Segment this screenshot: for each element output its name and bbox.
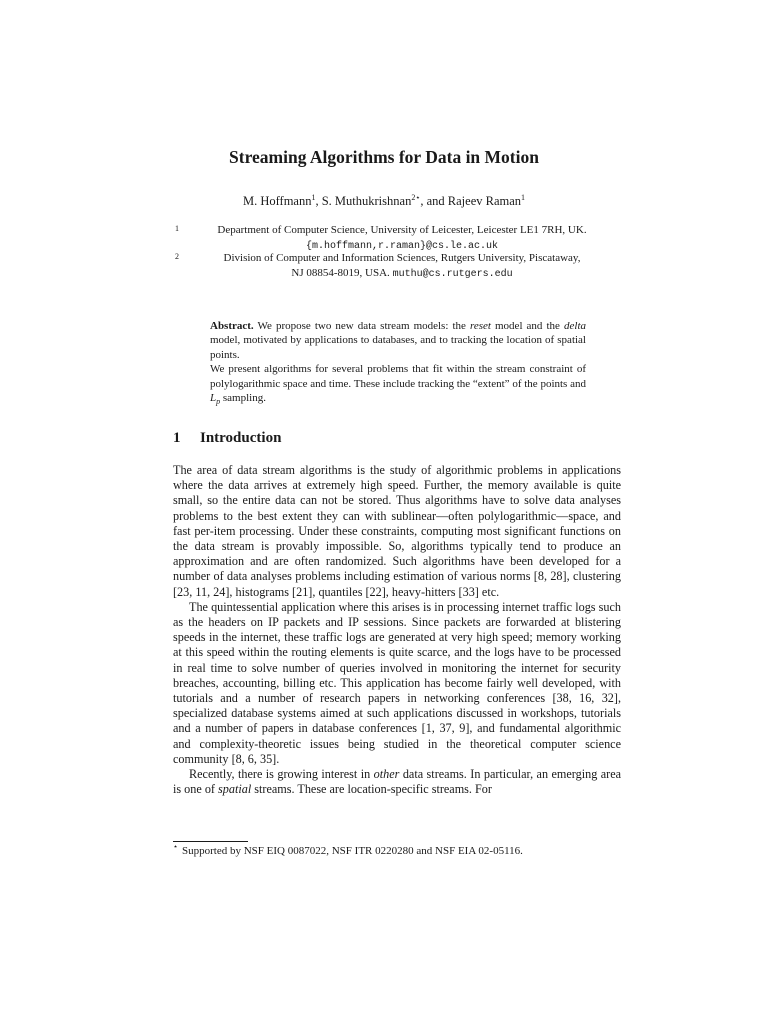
affiliation-text: NJ 08854-8019, USA. <box>291 267 390 279</box>
paper-title: Streaming Algorithms for Data in Motion <box>229 147 539 167</box>
affiliation <box>175 251 623 282</box>
section-number: 1 <box>173 430 181 446</box>
author-list <box>0 194 768 209</box>
affiliation-mark: 2 <box>175 252 179 261</box>
section-title: Introduction <box>200 430 282 446</box>
abstract-label: Abstract. <box>210 320 254 332</box>
abstract <box>210 319 586 410</box>
affiliation-email[interactable]: {m.hoffmann,r.raman}@cs.le.ac.uk <box>305 241 499 252</box>
body-text-run: streams. These are location-specific streams. For <box>254 782 492 797</box>
body-text <box>173 463 621 797</box>
author-name: M. Hoffmann <box>242 194 312 208</box>
affiliation <box>175 223 623 254</box>
affiliation-mark: 1 <box>175 224 179 233</box>
affiliation-text: Department of Computer Science, University of Leicester, Leicester LE1 7RH, UK. <box>217 224 587 236</box>
affiliation-email[interactable]: muthu@cs.rutgers.edu <box>392 269 513 280</box>
author-affiliation-mark: 1 <box>521 192 526 202</box>
footnote-text: Supported by NSF EIQ 0087022, NSF ITR 0220280 and NSF EIA 02-05116. <box>182 845 523 857</box>
abstract-paragraph <box>210 362 586 409</box>
body-paragraph: The quintessential application where this arises is in processing internet traffic logs such as the headers on IP packets and IP sessions. Since packets are forwarded at blistering speeds in the internet, these traffic logs are generated at very high speed; memory working at this speed within the routing elements is quite scarce, and the logs have to be processed in real time to solve number of queries involved in monitoring the internet for security breaches, accounting, billing etc. This application has become fairly well developed, with tutorials and a number of research papers in networking conferences [38, 16, 32], specialized database systems aimed at such applications discussed in workshops, tutorials and a number of papers in database conferences [1, 37, 9], and fundamental algorithmic and complexity-theoretic issues being studied in the theoretical computer science community [8, 6, 35]. <box>173 599 621 766</box>
abstract-text: model, motivated by applications to databases, and to tracking the location of spatial points. <box>210 334 586 361</box>
affiliation-text: Division of Computer and Information Sciences, Rutgers University, Piscataway, <box>223 252 581 264</box>
section-heading <box>173 430 281 447</box>
math-symbol: L <box>210 392 217 405</box>
abstract-text: We present algorithms for several problems that fit within the stream constraint of polylogarithmic space and time. These include tracking the “extent” of the points and <box>210 363 586 390</box>
body-text-run: Recently, there is growing interest in <box>189 767 371 782</box>
footnote-mark: ⋆ <box>173 842 179 852</box>
abstract-text: sampling. <box>222 392 266 405</box>
body-paragraph <box>173 767 621 797</box>
body-emphasis: spatial <box>218 782 252 797</box>
math-subscript <box>216 397 220 406</box>
math-subscript-text: p <box>216 397 221 407</box>
author-separator: , and <box>420 194 448 208</box>
footnote <box>173 842 621 857</box>
author-name: S. Muthukrishnan <box>321 194 412 208</box>
author-affiliation-mark: 2⋆ <box>411 192 421 202</box>
body-paragraph: The area of data stream algorithms is the study of algorithmic problems in applications where the data arrives at extremely high speed. Further, the memory available is quite small, so the entire data can not be stored. Thus algorithms have to solve data analyses problems to the best extent they can with sublinear—often polylogarithmic—space, and fast per-item processing. Under these constraints, computing most significant functions on the data stream is provably impossible. So, algorithms typically tend to produce an approximation and are often randomized. Such algorithms have been developed for a number of data analyses problems including estimation of various norms [8, 28], clustering [23, 11, 24], histograms [21], quantiles [22], heavy-hitters [33] etc. <box>173 463 621 599</box>
abstract-emphasis: delta <box>564 320 586 332</box>
footnote-divider <box>173 841 248 842</box>
abstract-emphasis: reset <box>469 320 491 332</box>
body-emphasis: other <box>373 767 400 782</box>
body-text-run: data streams. In particular, an emerging area is one of <box>173 767 622 797</box>
author-name: Rajeev Raman <box>447 194 522 208</box>
author-affiliation-mark: 1 <box>311 192 316 202</box>
abstract-text: model and the <box>495 320 560 332</box>
abstract-paragraph <box>210 319 586 362</box>
author-separator: , <box>315 194 322 208</box>
abstract-text: We propose two new data stream models: the <box>257 320 466 332</box>
